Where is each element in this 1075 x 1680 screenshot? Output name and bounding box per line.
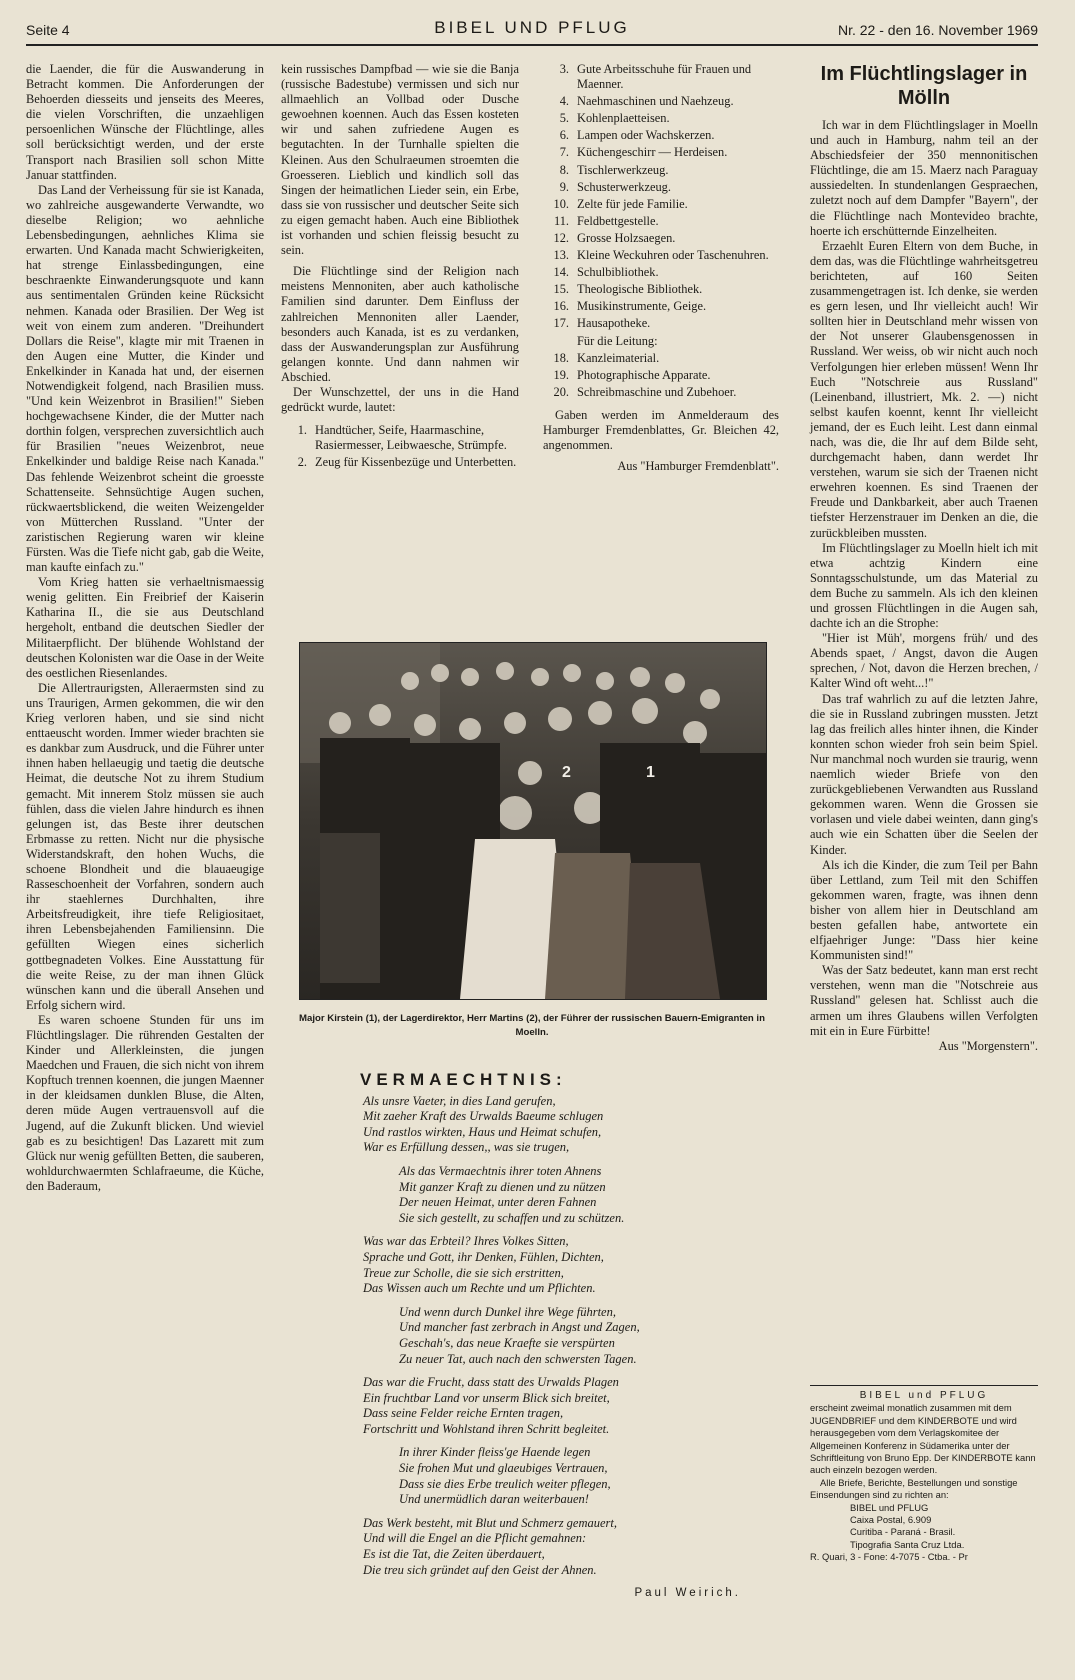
poem-line: Es ist die Tat, die Zeiten überdauert, (363, 1547, 545, 1562)
source-credit: Aus "Hamburger Fremdenblatt". (617, 459, 779, 474)
list-item: 15. Theologische Bibliothek. (553, 282, 703, 297)
poem-vermaechtnis (360, 1070, 783, 1602)
wishlist-part-1 (281, 423, 519, 470)
list-item: 3. Gute Arbeitsschuhe für Frauen und Maenner. (559, 62, 752, 92)
poem-line: Treue zur Scholle, die sie sich erstritten, (363, 1265, 564, 1280)
list-item: 13. Kleine Weckuhren oder Taschenuhren. (553, 248, 769, 263)
poem-line: Und mancher fast zerbrach in Angst und Zagen, (399, 1320, 640, 1335)
imprint-heading: BIBEL und PFLUG (859, 1390, 989, 1401)
poem-stanza (363, 1375, 783, 1437)
quote: "Hier ist Müh', morgens früh/ und des Abends spaet, / Angst, davon die Augen sprechen, / Not, davon die Herzen brechen, / Kalter Wind oft weht...!" (810, 631, 1038, 691)
list-item: 14. Schulbibliothek. (553, 265, 659, 280)
paragraph: Die Flüchtlinge sind der Religion nach meistens Mennoniten, aber auch katholische Familien sind darunter. Dem Einfluss der zahlreichen Mennoniten aller Laender, besonders auch Kanada, ist es zu verdanken, dass der Auswanderungsplan zur Ausführung gelangen konnte. Und dann nahmen wir Abschied. (281, 264, 519, 384)
imprint-phone: R. Quari, 3 - Fone: 4-7075 - Ctba. - Pr (810, 1551, 968, 1563)
paragraph: Vom Krieg hatten sie verhaeltnismaessig wenig gelitten. Ein Freibrief der Kaiserin Katharina II., die sie aus Deutschland hergeholt, entband die deutschen Siedler der Militaerpflicht. Der blühende Wohlstand der deutschen Kolonisten war die Oase in der Weite des oestlichen Riesenlandes. (26, 575, 264, 680)
poem-line: Und wenn durch Dunkel ihre Wege führten, (399, 1304, 616, 1319)
paragraph: Als ich die Kinder, die zum Teil per Bahn über Lettland, zum Teil mit den Schiffen gekommen waren, fragte, was ihnen denn bisher von allem hier in Deutschland am besten gefallen habe, antwortete ein elfjaehriger Junge: "Dass hier keine Kommunisten sind!" (810, 857, 1038, 963)
poem-line: Mit ganzer Kraft zu dienen und zu nützen (399, 1179, 606, 1194)
header-rule (26, 44, 1038, 46)
poem-author: Paul Weirich. (634, 1587, 741, 1600)
list-item: 18. Kanzleimaterial. (553, 350, 660, 365)
paragraph: Es waren schoene Stunden für uns im Flüchtlingslager. Die rührenden Gestalten der Kinder und Allerkleinsten, die jungen Maedchen und Frauen, die sich nicht von ihrem Kopftuch trennen koennen, die jungen Maenner in der kleidsamen dunklen Bluse, die Alten, deren müde Augen vertrauensvoll auf die Jugend, auf die Zukunft blicken. Und wieviel gab es zu besichtigen! Das Lazarett mit zum Glück nur wenig gefüllten Betten, die sauberen, wohldurchwaermten Schlafraeume, die Küche, den Baderaum, (26, 1012, 264, 1193)
poem-line: Dass sie dies Erbe treulich weiter pflegen, (399, 1476, 611, 1491)
list-item: 1. Handtücher, Seife, Haarmaschine, Rasiermesser, Leibwaesche, Strümpfe. (297, 423, 507, 453)
poem-stanza (363, 1094, 783, 1156)
poem-line: Fortschritt und Wohlstand ihren Schritt begleitet. (363, 1421, 610, 1436)
masthead: BIBEL UND PFLUG (434, 18, 630, 37)
poem-line: Und rastlos wirkten, Haus und Heimat schufen, (363, 1124, 602, 1139)
paragraph: Gaben werden im Anmelderaum des Hamburger Fremdenblattes, Gr. Bleichen 42, angenommen. (543, 407, 779, 453)
poem-line: Dass seine Felder reiche Ernten tragen, (363, 1406, 564, 1421)
poem-line: War es Erfüllung dessen,, was sie trugen, (363, 1140, 570, 1155)
paragraph: kein russisches Dampfbad — wie sie die Banja (russische Badestube) vermissen und sich nur allmaehlich an Vollbad oder Dusche gewoehnen koennen. Auch das Essen kosteten wir und sahen zufriedene Augen es begutachten. In der Turnhalle spielten die Kleinen. Aus den Schulraeumen stroemten die Groesseren. Lieblich und kindlich soll das Singen der heimatlichen Lieder sein, ein Erbe, dass sie von russischer und deutscher Seite sich zu eigen gemacht haben. Auch eine Bibliothek ist vorhanden und schien fleissig besucht zu sein. (281, 62, 519, 258)
poem-line: In ihrer Kinder fleiss'ge Haende legen (399, 1445, 591, 1460)
photo-caption: Major Kirstein (1), der Lagerdirektor, Herr Martins (2), der Führer der russischen Bauern-Emigranten in Moelln. (299, 1013, 765, 1038)
address-line: Curitiba - Paraná - Brasil. (850, 1526, 956, 1538)
poem-stanza (363, 1516, 783, 1578)
list-item: 2. Zeug für Kissenbezüge und Unterbetten. (297, 455, 517, 470)
list-item: 4. Naehmaschinen und Naehzeug. (559, 94, 734, 109)
poem-line: Die treu sich gründet auf den Geist der Ahnen. (363, 1562, 597, 1577)
paragraph: Was der Satz bedeutet, kann man erst recht verstehen, wenn man die "Notschreie aus Russland" gelesen hat. Schlisst auch die armen um ihres Glaubens willen Verfolgten mit ein in Eure Fürbitte! (810, 963, 1038, 1038)
paragraph: Das traf wahrlich zu auf die letzten Jahre, die sie in Russland zubringen mussten. Jetzt lag das freilich alles hinter ihnen, die Kinder konnten schon wieder froh sein beim Spiel. Nur manchmal noch wurden sie traurig, wenn naemlich wieder Briefe von den zurückgebliebenen Verwandten aus Russland gekommen waren. Wenn die Grossen sie vorlasen und viele dabei weinten, dann ging's auch wie ein Schatten über die Seelen der Kinder. (810, 691, 1038, 857)
wishlist-part-2 (543, 62, 779, 400)
list-item: 20. Schreibmaschine und Zubehoer. (553, 384, 737, 399)
list-item: 11. Feldbettgestelle. (553, 213, 659, 228)
imprint-address (810, 1502, 1038, 1552)
poem-line: Sie frohen Mut und glaeubiges Vertrauen, (399, 1461, 608, 1476)
photo-label-1: 1 (646, 764, 655, 781)
poem-line: Als das Vermaechtnis ihrer toten Ahnens (399, 1163, 602, 1178)
paragraph: Der Wunschzettel, der uns in die Hand gedrückt wurde, lautet: (281, 384, 519, 415)
poem-line: Und unermüdlich daran weiterbauen! (399, 1492, 589, 1507)
imprint-text: Alle Briefe, Berichte, Bestellungen und sonstige Einsendungen sind zu richten an: (810, 1476, 1018, 1501)
paragraph: Erzaehlt Euren Eltern von dem Buche, in dem das, was die Flüchtlinge wahrheitsgetreu berichteten, auf 160 Seiten zusammengetragen ist. Ich denke, sie werden es gern lesen, und Ihr vielleicht auch! Wir sollten hier in Deutschland mehr wissen von der Not unserer Glaubensgenossen in Russland. Wer weiss, ob wir nicht auch noch Verfolgungen hier erleben müssen! Wenn Ihr Euch "Notschreie aus Russland" (Leinenband, illustriert, Mk. 2. —) nicht selbst kaufen koennt, kennt Ihr vielleicht jemand, der es Euch leiht. Lest dann einmal nach, was die, die Ihr auf dem Bilde seht, durchgemacht haben, dann werdet Ihr verstehen, warum sie sich der Traenen nicht erwehren koennen. Es sind Traenen der Freude und Dankbarkeit, aber auch Traenen tiefster Herzenstrauer im Denken an die, die zurückbleiben mussten. (810, 238, 1038, 540)
poem-line: Und will die Engel an die Pflicht gemahnen: (363, 1531, 587, 1546)
list-item: 19. Photographische Apparate. (553, 367, 711, 382)
list-item: 17. Hausapotheke. (553, 316, 651, 331)
poem-line: Der neuen Heimat, unter deren Fahnen (399, 1195, 597, 1210)
poem-line: Mit zaeher Kraft des Urwalds Baeume schlugen (363, 1109, 604, 1124)
imprint-box (810, 1385, 1038, 1564)
poem-line: Sprache und Gott, ihr Denken, Fühlen, Dichten, (363, 1249, 604, 1264)
list-item: 5. Kohlenplaetteisen. (559, 111, 670, 126)
paragraph: Im Flüchtlingslager zu Moelln hielt ich mit etwa achtzig Kindern eine Sonntagsschulstunde, um das Material zu dem Buche zu sammeln. Als ich den kleinen und grossen Flüchtlingen in die Augen sah, dachte ich an die Strophe: (810, 540, 1038, 631)
list-item: 8. Tischlerwerkzeug. (559, 162, 669, 177)
imprint-rule (810, 1385, 1038, 1386)
poem-title: VERMAECHTNIS: (360, 1070, 567, 1089)
article-title: Im Flüchtlingslager in Mölln (820, 63, 1028, 109)
page-number: Seite 4 (26, 22, 70, 38)
column-2 (281, 62, 519, 472)
paragraph: Das Land der Verheissung für sie ist Kanada, wo zahlreiche ausgewanderte Verwandte, wo dieselbe Religion; wo aehnliche Lebensbedingungen, aehnliches Klima sie erwarten. Und Kanada macht Schwierigkeiten, hat strenge Einlassbedingungen, eine beschraenkte Einwanderungsquote und kann aus sentimentalen Gründen keine Rücksicht nehmen. Kanada oder Brasilien. Der Weg ist weit von einem zum anderen. "Dreihundert Dollars die Reise", klagte mir mit Traenen in den Augen eine Mutter, die Kinder und Enkelkinder in Kanada hat und, der eisernen Notwendigkeit folgend, nach Brasilien muss. "Und kein Weizenbrot in Brasilien!" Sieben hochgewachsene Kinder, die der Mutter nach dorthin folgen, versprechen zuversichtlich auch für Brasilien "neues Weizenbrot, neue Enkelkinder und baldige Reise nach Kanada." Das fehlende Weizenbrot scheint die groesste Schattenseite. Sehnsüchtige Augen suchen, rückwaertsblickend, die weiten Weizengelder von Mütterchen Russland. "Unter der zaristischen Regierung waren wir kleine Fürsten. Was die Tiefe nicht gab, gab die Weite, man kaufte einfach zu." (26, 182, 264, 575)
address-line: BIBEL und PFLUG (850, 1501, 929, 1513)
poem-line: Was war das Erbteil? Ihres Volkes Sitten, (363, 1234, 569, 1249)
list-item: 12. Grosse Holzsaegen. (553, 230, 676, 245)
poem-line: Das Wissen auch um Rechte und um Pflichten. (363, 1281, 596, 1296)
group-photo (299, 642, 767, 1000)
poem-line: Als unsre Vaeter, in dies Land gerufen, (363, 1093, 556, 1108)
paragraph: Ich war in dem Flüchtlingslager in Moelln und auch in Hamburg, nahm teil an der Abschiedsfeier der 350 mennonitischen Flüchtlinge, die am 15. Maerz nach Paraguay aussiedelten. In stundenlangen Gespraechen, zuletzt noch auf dem Dampfer "Bayern", der die Flüchtlinge nach Montevideo brachte, hoerte ich erschütternde Einzelheiten. (810, 118, 1038, 238)
paragraph: die Laender, die für die Auswanderung in Betracht kommen. Die Anforderungen der Behoerden diesseits und jenseits des Meeres, die vielen Vorschriften, die unzaehligen persoenlichen Wünsche der Flüchtlinge, alles soll berücksichtigt werden, und der erste Transport nach Brasilien soll schon Mitte Januar stattfinden. (26, 62, 264, 182)
paragraph: Die Allertraurigsten, Alleraermsten sind zu uns Traurigen, Armen gekommen, die wir den Krieg verloren haben, und sie sind nicht enttaeuscht worden. Immer wieder brachten sie es dankbar zum Ausdruck, und die Führer unter ihnen haben hellaeugig und taetig die deutsche Heimat, die deutsche Not zu ihrem Studium gemacht. Mit innerem Stolz müssen sie auch fühlen, dass die vielen Jahre hindurch es ihnen gelungen ist, das Beste ihrer deutschen Erbmasse zu retten. Nicht nur die physische Widerstandskraft, den hohen Wuchs, die schoene Blondheit und die blauaeugige Rasseschoenheit der Vorfahren, sondern auch ihr staehlernes Durchhalten, ihre Arbeitsfreudigkeit, ihre tiefe Religiositaet, ihren Lebensbejahenden Familiensinn. Die gefüllten Wiegen eines sicherlich gottbegnadeten Volkes. Eine Ausstattung für die weite Reise, zu der man ihnen Glück wünschen kann und die überall Ansehen und Erfolg sichern wird. (26, 680, 264, 1012)
list-item: 6. Lampen oder Wachskerzen. (559, 128, 715, 143)
list-item: 16. Musikinstrumente, Geige. (553, 299, 707, 314)
column-4 (810, 62, 1038, 1054)
list-item: 7. Küchengeschirr — Herdeisen. (559, 145, 728, 160)
poem-line: Sie sich gestellt, zu schaffen und zu schützen. (399, 1210, 625, 1225)
poem-line: Ein fruchtbar Land vor unserm Blick sich breitet, (363, 1390, 610, 1405)
poem-line: Das war die Frucht, dass statt des Urwalds Plagen (363, 1375, 619, 1390)
poem-stanza (363, 1234, 783, 1296)
poem-line: Das Werk besteht, mit Blut und Schmerz gemauert, (363, 1515, 618, 1530)
group-photo-image (300, 643, 766, 999)
photo-label-2: 2 (562, 764, 571, 781)
list-item: 10. Zelte für jede Familie. (553, 196, 688, 211)
address-line: Caixa Postal, 6.909 (850, 1514, 932, 1526)
column-1 (26, 62, 264, 1194)
poem-line: Geschah's, das neue Kraefte sie verspürten (399, 1335, 615, 1350)
source-credit: Aus "Morgenstern". (938, 1038, 1038, 1053)
page-header (26, 18, 1038, 42)
address-line: Tipografia Santa Cruz Ltda. (850, 1538, 965, 1550)
list-subheading: Für die Leitung: (577, 333, 658, 348)
poem-stanza (363, 1305, 783, 1367)
list-item: 9. Schusterwerkzeug. (559, 179, 671, 194)
imprint-text: erscheint zweimal monatlich zusammen mit dem JUGENDBRIEF und dem KINDERBOTE und wird herausgegeben vom dem Verlagskomitee der Allgemeinen Konferenz in Südamerika unter der Schriftleitung von Bruno Epp. Der KINDERBOTE kann auch einzeln bezogen werden. (810, 1402, 1036, 1476)
poem-line: Zu neuer Tat, auch nach den schwersten Tagen. (399, 1351, 637, 1366)
poem-stanza (363, 1164, 783, 1226)
column-3 (543, 62, 779, 474)
poem-stanzas (363, 1094, 783, 1579)
issue-date: Nr. 22 - den 16. November 1969 (837, 22, 1038, 38)
poem-stanza (363, 1445, 783, 1507)
